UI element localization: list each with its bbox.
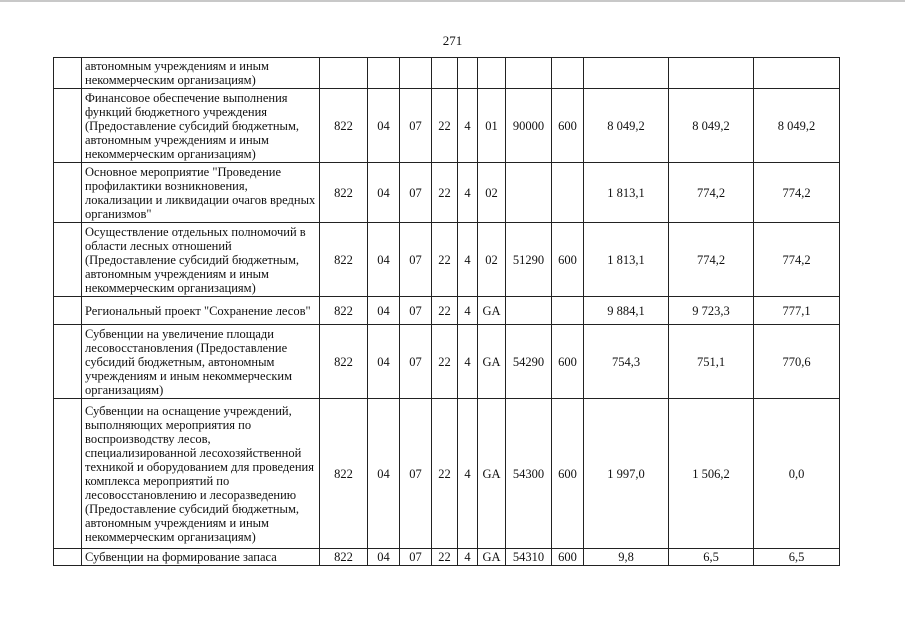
page-number: 271 xyxy=(442,33,463,48)
ministry-code-cell xyxy=(320,58,368,89)
expense-type-code-cell: 600 xyxy=(552,399,584,549)
ministry-code-cell: 822 xyxy=(320,325,368,399)
section-code-cell: 04 xyxy=(368,549,400,566)
row-name-cell: Региональный проект "Сохранение лесов" xyxy=(82,297,320,325)
direction-code-cell: 54300 xyxy=(506,399,552,549)
amount-year-2-cell: 774,2 xyxy=(669,223,754,297)
event-code-cell: 02 xyxy=(478,163,506,223)
section-code-cell: 04 xyxy=(368,89,400,163)
ministry-code-cell: 822 xyxy=(320,89,368,163)
amount-year-2-cell: 774,2 xyxy=(669,163,754,223)
subsection-code-cell: 07 xyxy=(400,549,432,566)
subprogram-code-cell xyxy=(458,58,478,89)
ministry-code-cell: 822 xyxy=(320,297,368,325)
event-code-cell: GA xyxy=(478,399,506,549)
row-number-cell xyxy=(54,297,82,325)
amount-year-2-cell xyxy=(669,58,754,89)
table-row xyxy=(54,399,840,549)
direction-code-cell: 90000 xyxy=(506,89,552,163)
table-row xyxy=(54,297,840,325)
direction-code-cell xyxy=(506,163,552,223)
event-code-cell: 02 xyxy=(478,223,506,297)
row-number-cell xyxy=(54,325,82,399)
amount-year-1-cell: 1 813,1 xyxy=(584,223,669,297)
program-code-cell xyxy=(432,58,458,89)
expense-type-code-cell xyxy=(552,163,584,223)
scan-edge xyxy=(0,0,905,2)
program-code-cell: 22 xyxy=(432,325,458,399)
row-name-cell: Осуществление отдельных полномочий в области лесных отношений (Предоставление субсидий бюджетным, автономным учреждениям и иным некоммерческим организациям) xyxy=(82,223,320,297)
subprogram-code-cell: 4 xyxy=(458,549,478,566)
subprogram-code-cell: 4 xyxy=(458,163,478,223)
direction-code-cell xyxy=(506,58,552,89)
amount-year-3-cell: 777,1 xyxy=(754,297,840,325)
program-code-cell: 22 xyxy=(432,297,458,325)
amount-year-3-cell: 774,2 xyxy=(754,163,840,223)
event-code-cell: 01 xyxy=(478,89,506,163)
amount-year-1-cell: 9,8 xyxy=(584,549,669,566)
section-code-cell: 04 xyxy=(368,223,400,297)
subsection-code-cell: 07 xyxy=(400,297,432,325)
subsection-code-cell: 07 xyxy=(400,89,432,163)
amount-year-2-cell: 9 723,3 xyxy=(669,297,754,325)
row-number-cell xyxy=(54,223,82,297)
subprogram-code-cell: 4 xyxy=(458,399,478,549)
event-code-cell: GA xyxy=(478,549,506,566)
amount-year-1-cell: 1 997,0 xyxy=(584,399,669,549)
amount-year-3-cell: 770,6 xyxy=(754,325,840,399)
amount-year-3-cell: 6,5 xyxy=(754,549,840,566)
amount-year-3-cell xyxy=(754,58,840,89)
expense-type-code-cell: 600 xyxy=(552,549,584,566)
subprogram-code-cell: 4 xyxy=(458,297,478,325)
subprogram-code-cell: 4 xyxy=(458,223,478,297)
amount-year-3-cell: 0,0 xyxy=(754,399,840,549)
subsection-code-cell: 07 xyxy=(400,163,432,223)
expense-type-code-cell: 600 xyxy=(552,325,584,399)
program-code-cell: 22 xyxy=(432,549,458,566)
expense-type-code-cell: 600 xyxy=(552,223,584,297)
subprogram-code-cell: 4 xyxy=(458,325,478,399)
ministry-code-cell: 822 xyxy=(320,549,368,566)
amount-year-1-cell xyxy=(584,58,669,89)
section-code-cell xyxy=(368,58,400,89)
program-code-cell: 22 xyxy=(432,223,458,297)
amount-year-1-cell: 754,3 xyxy=(584,325,669,399)
ministry-code-cell: 822 xyxy=(320,223,368,297)
subsection-code-cell: 07 xyxy=(400,399,432,549)
row-number-cell xyxy=(54,399,82,549)
row-number-cell xyxy=(54,58,82,89)
amount-year-1-cell: 8 049,2 xyxy=(584,89,669,163)
amount-year-2-cell: 1 506,2 xyxy=(669,399,754,549)
event-code-cell: GA xyxy=(478,297,506,325)
row-number-cell xyxy=(54,163,82,223)
table-row xyxy=(54,223,840,297)
ministry-code-cell: 822 xyxy=(320,163,368,223)
row-name-cell: Субвенции на увеличение площади лесовосстановления (Предоставление субсидий бюджетным, автономным учреждениям и иным некоммерческим организациям) xyxy=(82,325,320,399)
table-body xyxy=(54,58,840,566)
direction-code-cell: 54290 xyxy=(506,325,552,399)
budget-table xyxy=(53,57,840,566)
amount-year-3-cell: 774,2 xyxy=(754,223,840,297)
program-code-cell: 22 xyxy=(432,163,458,223)
row-number-cell xyxy=(54,549,82,566)
table-row xyxy=(54,325,840,399)
direction-code-cell: 54310 xyxy=(506,549,552,566)
amount-year-1-cell: 1 813,1 xyxy=(584,163,669,223)
row-name-cell: Субвенции на оснащение учреждений, выполняющих мероприятия по воспроизводству лесов, специализированной лесохозяйственной техникой и оборудованием для проведения комплекса мероприятий по лесовосстановлению и лесоразведению (Предоставление субсидий бюджетным, автономным учреждениям и иным некоммерческим организациям) xyxy=(82,399,320,549)
table-row xyxy=(54,549,840,566)
event-code-cell xyxy=(478,58,506,89)
section-code-cell: 04 xyxy=(368,325,400,399)
section-code-cell: 04 xyxy=(368,399,400,549)
row-name-cell: автономным учреждениям и иным некоммерческим организациям) xyxy=(82,58,320,89)
program-code-cell: 22 xyxy=(432,89,458,163)
row-name-cell: Субвенции на формирование запаса xyxy=(82,549,320,566)
amount-year-2-cell: 751,1 xyxy=(669,325,754,399)
table-row xyxy=(54,58,840,89)
amount-year-3-cell: 8 049,2 xyxy=(754,89,840,163)
subsection-code-cell: 07 xyxy=(400,223,432,297)
direction-code-cell xyxy=(506,297,552,325)
expense-type-code-cell xyxy=(552,297,584,325)
table-row xyxy=(54,163,840,223)
row-number-cell xyxy=(54,89,82,163)
expense-type-code-cell xyxy=(552,58,584,89)
subprogram-code-cell: 4 xyxy=(458,89,478,163)
direction-code-cell: 51290 xyxy=(506,223,552,297)
section-code-cell: 04 xyxy=(368,297,400,325)
table-row xyxy=(54,89,840,163)
subsection-code-cell xyxy=(400,58,432,89)
amount-year-1-cell: 9 884,1 xyxy=(584,297,669,325)
program-code-cell: 22 xyxy=(432,399,458,549)
amount-year-2-cell: 6,5 xyxy=(669,549,754,566)
row-name-cell: Финансовое обеспечение выполнения функций бюджетного учреждения (Предоставление субсидий бюджетным, автономным учреждениям и иным некоммерческим организациям) xyxy=(82,89,320,163)
event-code-cell: GA xyxy=(478,325,506,399)
expense-type-code-cell: 600 xyxy=(552,89,584,163)
amount-year-2-cell: 8 049,2 xyxy=(669,89,754,163)
section-code-cell: 04 xyxy=(368,163,400,223)
ministry-code-cell: 822 xyxy=(320,399,368,549)
row-name-cell: Основное мероприятие "Проведение профилактики возникновения, локализации и ликвидации очагов вредных организмов" xyxy=(82,163,320,223)
subsection-code-cell: 07 xyxy=(400,325,432,399)
